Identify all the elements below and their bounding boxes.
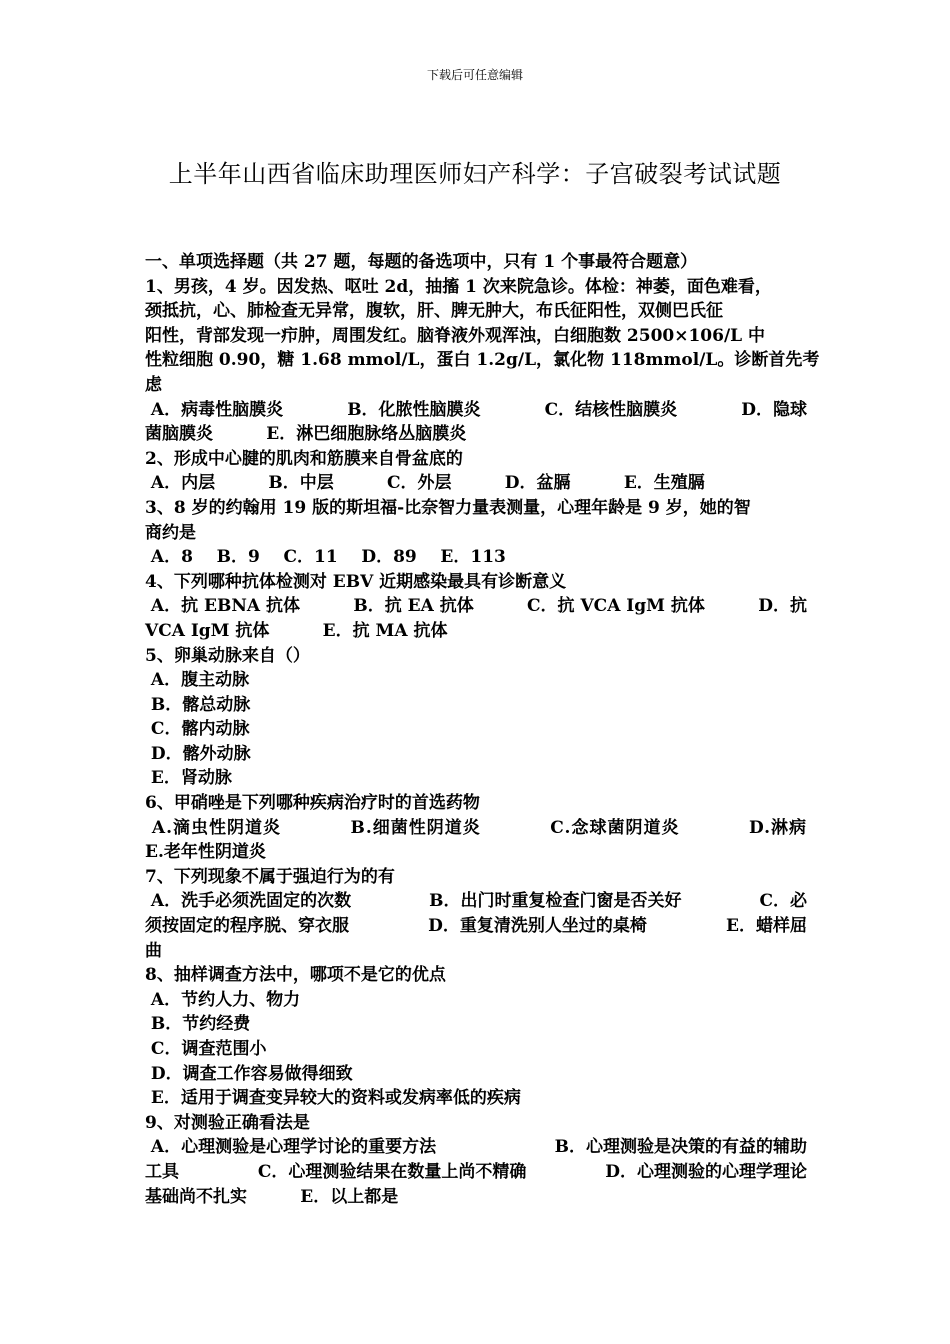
option-row — [145, 1135, 807, 1160]
question-stem-line: 阳性，背部发现一疖肿，周围发红。脑脊液外观浑浊，白细胞数 2500×106/L 中 — [145, 325, 766, 346]
option-text: A.滴虫性阴道炎 — [145, 817, 282, 838]
option-text: B．抗 EA 抗体 — [353, 596, 474, 617]
question-8 — [145, 963, 807, 1111]
option-text: D．心理测验的心理学理论 — [605, 1161, 807, 1182]
page-title: 上半年山西省临床助理医师妇产科学：子宫破裂考试试题 — [168, 160, 782, 188]
option-text: A．病毒性脑膜炎 — [145, 399, 284, 420]
question-stem-line: 性粒细胞 0.90，糖 1.68 mmol/L，蛋白 1.2g/L，氯化物 118mmol/L。诊断首先考 — [145, 350, 820, 371]
option-text: A．洗手必须洗固定的次数 — [145, 891, 352, 912]
option-text: C．结核性脑膜炎 — [544, 399, 678, 420]
question-stem-line: 3、8 岁的约翰用 19 版的斯坦福-比奈智力量表测量，心理年龄是 9 岁，她的智 — [145, 497, 751, 518]
question-stem-line: 4、下列哪种抗体检测对 EBV 近期感染最具有诊断意义 — [145, 571, 567, 592]
option-row: E．肾动脉 — [145, 768, 232, 789]
question-stem-line: 5、卵巢动脉来自（） — [145, 645, 310, 666]
question-stem-line: 虑 — [145, 374, 162, 395]
option-text: A．抗 EBNA 抗体 — [145, 596, 301, 617]
option-row: E．适用于调查变异较大的资料或发病率低的疾病 — [145, 1088, 521, 1109]
option-text: E．蜡样屈 — [726, 916, 807, 937]
option-row: A．节约人力、物力 — [145, 989, 301, 1010]
option-text: D．抗 — [758, 596, 807, 617]
option-row: VCA IgM 抗体 E．抗 MA 抗体 — [145, 620, 448, 641]
option-text: C.念球菌阴道炎 — [550, 817, 680, 838]
option-row: 曲 — [145, 940, 162, 961]
option-row: D．髂外动脉 — [145, 743, 251, 764]
option-row: B．髂总动脉 — [145, 694, 251, 715]
option-row — [145, 594, 807, 619]
option-text: C．抗 VCA IgM 抗体 — [527, 596, 705, 617]
option-row — [145, 816, 807, 841]
option-text: B．化脓性脑膜炎 — [347, 399, 481, 420]
question-stem-line: 9、对测验正确看法是 — [145, 1112, 310, 1133]
option-row: C．调查范围小 — [145, 1039, 267, 1059]
question-stem-line: 1、男孩，4 岁。因发热、呕吐 2d，抽搐 1 次来院急诊。体检：神萎，面色难看， — [145, 276, 772, 297]
option-text: D.淋病 — [748, 817, 807, 838]
question-list — [145, 250, 820, 1209]
option-row: E.老年性阴道炎 — [145, 842, 266, 863]
question-stem-line: 商约是 — [145, 522, 196, 543]
question-4 — [145, 570, 807, 644]
option-row: A．内层 B．中层 C．外层 D．盆膈 E．生殖膈 — [145, 473, 705, 494]
option-text: 工具 — [145, 1161, 179, 1182]
question-stem-line: 颈抵抗，心、肺检查无异常，腹软，肝、脾无肿大，布氏征阳性，双侧巴氏征 — [145, 301, 723, 322]
option-text: B.细菌性阴道炎 — [350, 817, 481, 838]
option-text: D．隐球 — [741, 399, 807, 420]
option-text: B．心理测验是决策的有益的辅助 — [554, 1137, 807, 1158]
option-text: 须按固定的程序脱、穿衣服 — [145, 916, 349, 937]
question-6 — [145, 791, 807, 865]
section-heading: 一、单项选择题（共 27 题，每题的备选项中，只有 1 个事最符合题意） — [145, 252, 698, 272]
option-row: A．腹主动脉 — [145, 670, 250, 691]
option-row: D．调查工作容易做得细致 — [145, 1063, 353, 1084]
option-row: C．髂内动脉 — [145, 719, 250, 740]
option-row — [145, 398, 807, 423]
question-9 — [145, 1111, 807, 1209]
option-row — [145, 889, 807, 914]
header-note: 下载后可任意编辑 — [426, 68, 523, 82]
question-stem-line: 6、甲硝唑是下列哪种疾病治疗时的首选药物 — [145, 793, 480, 814]
option-text: C．心理测验结果在数量上尚不精确 — [257, 1161, 527, 1182]
question-1 — [145, 275, 820, 447]
questions-container — [145, 275, 820, 1210]
option-text: D．重复清洗别人坐过的桌椅 — [428, 916, 647, 937]
option-row — [145, 914, 807, 939]
question-3 — [145, 496, 807, 570]
question-stem-line: 7、下列现象不属于强迫行为的有 — [145, 866, 395, 887]
question-stem-line: 8、抽样调查方法中，哪项不是它的优点 — [145, 965, 446, 986]
question-stem-line: 2、形成中心腱的肌肉和筋膜来自骨盆底的 — [145, 448, 463, 469]
option-text: C．必 — [759, 891, 807, 912]
question-5 — [145, 644, 807, 792]
question-2 — [145, 447, 807, 496]
option-row: B．节约经费 — [145, 1014, 251, 1035]
option-row: 菌脑膜炎 E．淋巴细胞脉络丛脑膜炎 — [145, 424, 467, 445]
option-row: A．8 B．9 C．11 D．89 E．113 — [145, 547, 506, 568]
question-7 — [145, 865, 807, 963]
option-row: 基础尚不扎实 E．以上都是 — [145, 1186, 399, 1207]
option-text: A．心理测验是心理学讨论的重要方法 — [145, 1137, 437, 1158]
option-row — [145, 1160, 807, 1185]
option-text: B．出门时重复检查门窗是否关好 — [429, 891, 682, 912]
